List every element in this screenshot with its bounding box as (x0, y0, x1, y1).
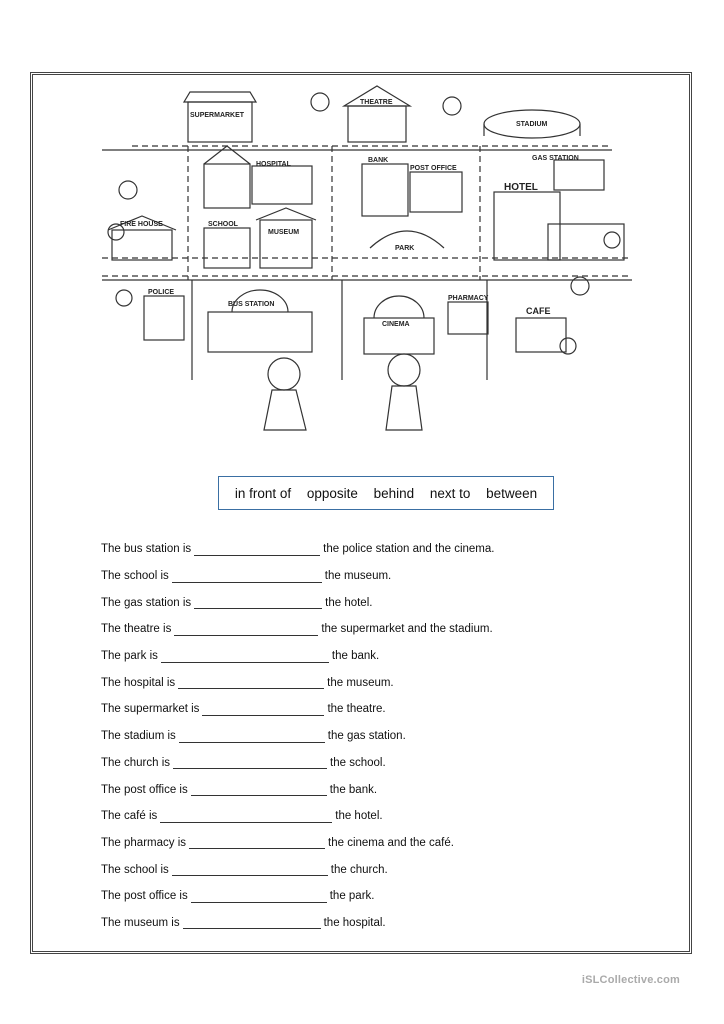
sentence: The bus station is the police station and the cinema. (101, 543, 495, 556)
word-in-front-of: in front of (234, 485, 292, 501)
sentence: The post office is the bank. (101, 783, 378, 796)
answer-blank[interactable] (183, 916, 321, 929)
label-cinema: CINEMA (382, 321, 410, 328)
label-school: SCHOOL (208, 221, 238, 228)
sentence: The supermarket is the theatre. (101, 703, 386, 716)
label-museum: MUSEUM (268, 229, 300, 236)
sentence: The park is the bank. (101, 650, 380, 663)
label-gas-station: GAS STATION (532, 155, 579, 162)
answer-blank[interactable] (191, 783, 327, 796)
label-hospital: HOSPITAL (256, 161, 291, 168)
answer-blank[interactable] (172, 863, 328, 876)
label-bank: BANK (368, 157, 389, 164)
answer-blank[interactable] (178, 676, 324, 689)
word-opposite: opposite (306, 485, 358, 501)
label-police: POLICE (148, 289, 175, 296)
answer-blank[interactable] (189, 836, 325, 849)
answer-blank[interactable] (160, 810, 332, 823)
answer-blank[interactable] (161, 650, 329, 663)
label-hotel: HOTEL (504, 182, 538, 193)
answer-blank[interactable] (179, 730, 325, 743)
word-behind: behind (373, 485, 415, 501)
answer-blank[interactable] (194, 596, 322, 609)
sentence: The pharmacy is the cinema and the café. (101, 836, 454, 849)
word-next-to: next to (429, 485, 471, 501)
sentence: The school is the museum. (101, 570, 392, 583)
sentence: The post office is the park. (101, 890, 375, 903)
answer-blank[interactable] (172, 570, 322, 583)
label-cafe: CAFE (526, 306, 551, 316)
town-map-illustration (92, 80, 644, 480)
label-theatre: THEATRE (360, 99, 393, 106)
sentence: The theatre is the supermarket and the stadium. (101, 623, 493, 636)
footer-watermark: iSLCollective.com (581, 974, 680, 986)
sentence: The hospital is the museum. (101, 676, 394, 689)
sentence: The café is the hotel. (101, 810, 383, 823)
exercise-sentences (101, 536, 621, 936)
label-fire-house: FIRE HOUSE (120, 221, 163, 228)
answer-blank[interactable] (194, 543, 320, 556)
answer-blank[interactable] (191, 890, 327, 903)
label-post-office: POST OFFICE (410, 165, 457, 172)
label-stadium: STADIUM (516, 121, 548, 128)
label-bus-station: BUS STATION (228, 301, 275, 308)
label-supermarket: SUPERMARKET (190, 112, 245, 119)
answer-blank[interactable] (174, 623, 318, 636)
sentence: The school is the church. (101, 863, 388, 876)
label-pharmacy: PHARMACY (448, 295, 489, 302)
sentence: The church is the school. (101, 756, 386, 769)
sentence: The stadium is the gas station. (101, 730, 406, 743)
answer-blank[interactable] (173, 756, 327, 769)
word-between: between (486, 485, 538, 501)
answer-blank[interactable] (202, 703, 324, 716)
sentence: The museum is the hospital. (101, 916, 386, 929)
sentence: The gas station is the hotel. (101, 596, 373, 609)
word-box (218, 476, 554, 510)
label-park: PARK (395, 245, 415, 252)
